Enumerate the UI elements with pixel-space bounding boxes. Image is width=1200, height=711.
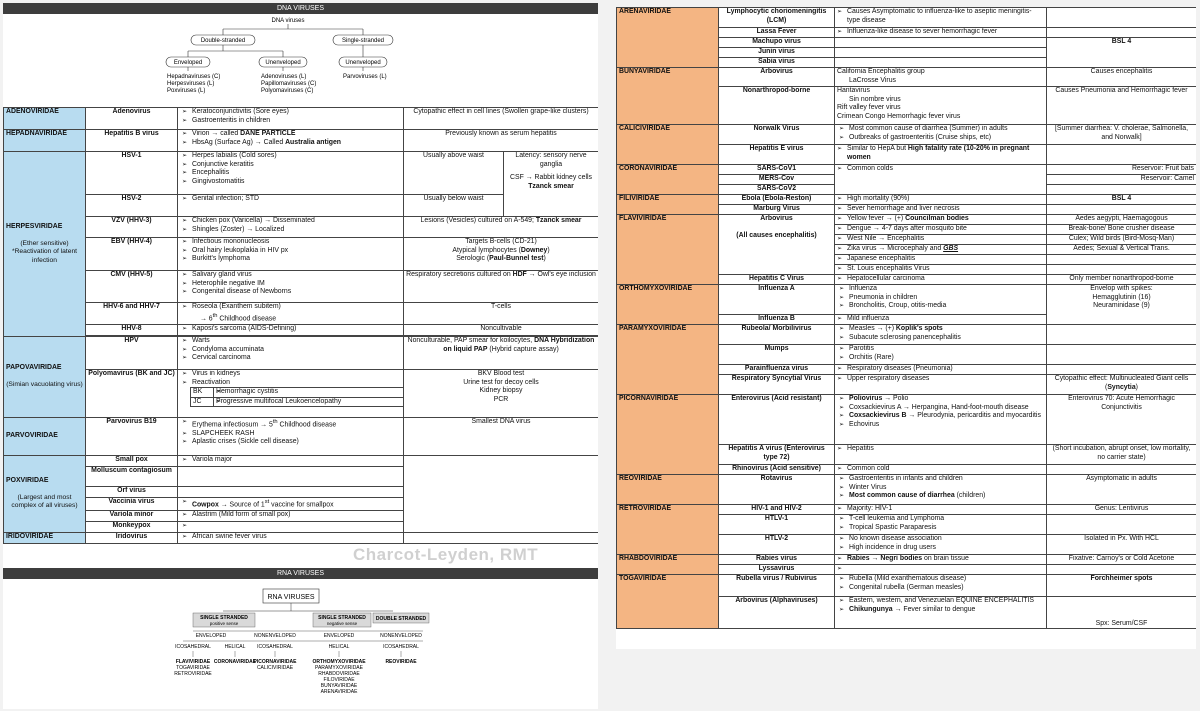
disease-cell: ➢ Variola major xyxy=(178,456,404,467)
note-cell: Lesions (Vesicles) cultured on A-549; Tzanck smear xyxy=(404,217,599,238)
rna-env2-label: ENVELOPED xyxy=(323,633,355,639)
family-cell: PICORNAVIRIDAE xyxy=(617,395,719,475)
dna-double-stranded-label: Double-stranded xyxy=(200,38,246,44)
virus-cell: Rubella virus / Rubivirus xyxy=(719,575,835,597)
family-cell: FLAVIVIRIDAE xyxy=(617,215,719,285)
virus-cell: Parainfluenza virus xyxy=(719,365,835,375)
note-cell: Cytopathic effect: Multinucleated Giant cells (Syncytia) xyxy=(1047,375,1197,395)
note-cell: Targets B-cells (CD-21) Atypical lymphocytes (Downey) Serologic (Paul-Bunnel test) xyxy=(404,238,599,271)
note-cell: Noncultivable xyxy=(404,325,599,336)
family-cell: PARAMYXOVIRIDAE xyxy=(617,325,719,395)
virus-cell: HIV-1 and HIV-2 xyxy=(719,505,835,515)
disease-cell: ➢ African swine fever virus xyxy=(178,532,404,543)
rna-virus-diagram xyxy=(163,583,453,709)
table-row xyxy=(4,337,599,370)
virus-cell: Sabia virus xyxy=(719,58,835,68)
dna-ss-item: Parvoviruses (L) xyxy=(343,74,387,80)
disease-cell: ➢ Parotitis ➢ Orchitis (Rare) xyxy=(835,345,1047,365)
note-cell: T-cells xyxy=(404,303,599,325)
virus-cell: CMV (HHV-5) xyxy=(86,271,178,303)
note-cell: BSL 4 xyxy=(1047,195,1197,205)
disease-cell xyxy=(178,521,404,532)
disease-cell: ➢ Causes Asymptomatic to influenza-like to aseptic meningitis-type disease xyxy=(835,8,1047,28)
disease-cell: ➢ Gastroenteritis in infants and children ➢ Winter Virus ➢ Most common cause of diarrhea (children) xyxy=(835,475,1047,505)
disease-cell: ➢ Roseola (Exanthem subitem) → 6th Childhood disease xyxy=(178,303,404,325)
disease-cell: ➢ Hepatocellular carcinoma xyxy=(835,275,1047,285)
note-cell: Fixative: Carnoy's or Cold Acetone xyxy=(1047,555,1197,565)
dna-root-label: DNA viruses xyxy=(271,18,305,24)
virus-cell: Nonarthropod-borne xyxy=(719,87,835,125)
disease-cell: ➢ Upper respiratory diseases xyxy=(835,375,1047,395)
disease-cell: ➢ Chicken pox (Varicella) → Disseminated ➢ Shingles (Zoster) → Localized xyxy=(178,217,404,238)
rna-family: FLAVIVIRIDAE xyxy=(175,659,211,665)
note-cell: (Short incubation, abrupt onset, low mortality, no carrier state) xyxy=(1047,445,1197,465)
virus-cell: Rubeola/ Morbilivirus xyxy=(719,325,835,345)
disease-cell: ➢ Common cold xyxy=(835,465,1047,475)
table-row xyxy=(4,271,599,303)
virus-cell: Machupo virus xyxy=(719,38,835,48)
virus-cell: Rhinovirus (Acid sensitive) xyxy=(719,465,835,475)
virus-cell: HTLV-2 xyxy=(719,535,835,555)
virus-cell: Respiratory Syncytial Virus xyxy=(719,375,835,395)
virus-cell: Arbovirus (All causes encephalitis) xyxy=(719,215,835,275)
disease-cell: ➢ Keratoconjunctivitis (Sore eyes) ➢ Gastroenteritis in children xyxy=(178,108,404,130)
virus-cell: HSV-2 xyxy=(86,195,178,217)
note-cell: Isolated in Px. With HCL xyxy=(1047,535,1197,555)
table-row xyxy=(4,325,599,336)
table-row xyxy=(4,456,599,467)
rna-ico1-label: ICOSAHEDRAL xyxy=(175,644,211,650)
note-cell: Causes encephalitis xyxy=(1047,68,1197,87)
rna-hel2-label: HELICAL xyxy=(328,644,350,650)
note-cell: [Summer diarrhea: V. cholerae, Salmonella, and Norwalk] xyxy=(1047,125,1197,145)
family-cell: HERPESVIRIDAE (Ether sensitive) *Reactivation of latent infection xyxy=(4,152,86,337)
dna-unenveloped-ss-label: Unenveloped xyxy=(345,60,381,66)
virus-cell: Hepatitis C Virus xyxy=(719,275,835,285)
family-cell: PARVOVIRIDAE xyxy=(4,418,86,456)
note-cell: Nonculturable, PAP smear for koilocytes, DNA Hybridization on liquid PAP (Hybrid capture assay) xyxy=(404,337,599,370)
note-cell: Aedes aegypti, Haemagogous xyxy=(1047,215,1197,225)
rna-family: CALICIVIRIDAE xyxy=(256,665,294,671)
note-cell: Break-bone/ Bone crusher disease xyxy=(1047,225,1197,235)
disease-cell: ➢ Poliovirus → Polio ➢ Coxsackievirus A → Herpangina, Hand-foot-mouth disease ➢ Coxsackievirus B → Pleurodynia, pericarditis and myocarditis ➢ Echovirus xyxy=(835,395,1047,445)
virus-cell: HHV-6 and HHV-7 xyxy=(86,303,178,325)
virus-cell: Rotavirus xyxy=(719,475,835,505)
rna-family: PARAMYXOVIRIDAE xyxy=(315,665,363,671)
note-cell: Genus: Lentivirus xyxy=(1047,505,1197,515)
dna-unenveloped-ds-label: Unenveloped xyxy=(265,60,301,66)
note-cell: Culex; Wild birds (Bird-Mosq-Man) xyxy=(1047,235,1197,245)
table-row xyxy=(4,108,599,130)
table-row xyxy=(4,370,599,418)
polyoma-subtable: BK ➢ Hemorrhagic cystitis JC ➢ Progressive multifocal Leukoencelopathy xyxy=(190,387,404,407)
dna-unenv-item: Adenoviruses (L) xyxy=(261,74,307,80)
rna-family: RHABDOVIRIDAE xyxy=(318,671,360,677)
dna-env-item: Poxviruses (L) xyxy=(167,88,206,94)
disease-cell: ➢ Influenza ➢ Pneumonia in children ➢ Broncholitis, Croup, otitis-media xyxy=(835,285,1047,315)
family-cell: TOGAVIRIDAE xyxy=(617,575,719,629)
watermark: Charcot-Leyden, RMT xyxy=(353,545,539,564)
disease-cell: ➢ Japanese encephalitis xyxy=(835,255,1047,265)
family-cell: CALICIVIRIDAE xyxy=(617,125,719,165)
rna-nonenv1-label: NONENVELOPED xyxy=(254,633,296,639)
family-cell: RHABDOVIRIDAE xyxy=(617,555,719,575)
virus-cell: Ebola (Ebola-Reston) xyxy=(719,195,835,205)
virus-cell: Variola minor xyxy=(86,510,178,521)
note-cell: BKV Blood test Urine test for decoy cells Kidney biopsy PCR xyxy=(404,370,599,418)
dna-single-stranded-label: Single-stranded xyxy=(341,38,385,44)
disease-cell: ➢ Genital infection; STD xyxy=(178,195,404,217)
virus-cell: SARS-CoV1 xyxy=(719,165,835,175)
virus-cell: Marburg Virus xyxy=(719,205,835,215)
note-cell: Latency: sensory nerve ganglia CSF → Rabbit kidney cells Tzanck smear xyxy=(504,152,599,217)
virus-cell: Orf virus xyxy=(86,487,178,498)
disease-cell: ➢ Salivary gland virus ➢ Heterophile negative IM ➢ Congenital disease of Newborns xyxy=(178,271,404,303)
disease-cell xyxy=(178,467,404,487)
rna-family: FILOVIRIDAE xyxy=(323,677,355,683)
family-cell: PAPOVAVIRIDAE (Simian vacuolating virus) xyxy=(4,337,86,418)
note-cell: Reservoir: Camel xyxy=(1047,175,1197,185)
family-cell: POXVIRIDAE (Largest and most complex of all viruses) xyxy=(4,456,86,533)
virus-cell: Enterovirus (Acid resistant) xyxy=(719,395,835,445)
virus-cell: Norwalk Virus xyxy=(719,125,835,145)
rna-pos-label: SINGLE STRANDED xyxy=(200,615,248,621)
disease-cell: ➢ Dengue → 4-7 days after mosquito bite xyxy=(835,225,1047,235)
virus-cell: Junin virus xyxy=(719,48,835,58)
note-cell: Forchheimer spots xyxy=(1047,575,1197,597)
rna-family: ARENAVIRIDAE xyxy=(320,689,358,695)
rna-family: RETROVIRIDAE xyxy=(174,671,212,677)
table-row xyxy=(4,532,599,543)
rna-ico2-label: ICOSAHEDRAL xyxy=(257,644,293,650)
rna-family: BUNYAVIRIDAE xyxy=(320,683,358,689)
disease-cell: ➢ Measles → (+) Koplik's spots ➢ Subacute sclerosing panencephalitis xyxy=(835,325,1047,345)
family-cell: CORONAVIRIDAE xyxy=(617,165,719,195)
family-cell: ADENOVIRIDAE xyxy=(4,108,86,130)
note-cell: Smallest DNA virus xyxy=(404,418,599,456)
table-row xyxy=(4,418,599,456)
dna-unenv-item: Polyomaviruses (C) xyxy=(261,88,314,94)
dna-env-item: Hepadnaviruses (C) xyxy=(167,74,221,80)
disease-cell: ➢ No known disease association ➢ High incidence in drug users xyxy=(835,535,1047,555)
note-cell xyxy=(404,456,599,533)
virus-cell: Rabies virus xyxy=(719,555,835,565)
note-cell: Enterovirus 70: Acute Hemorrhagic Conjunctivitis xyxy=(1047,395,1197,445)
dna-viruses-band: DNA VIRUSES xyxy=(3,3,598,14)
disease-cell: ➢ St. Louis encephalitis Virus xyxy=(835,265,1047,275)
virus-cell: Polyomavirus (BK and JC) xyxy=(86,370,178,418)
disease-cell: ➢ Influenza-like disease to sever hemorrhagic fever xyxy=(835,28,1047,38)
virus-cell: Arbovirus xyxy=(719,68,835,87)
note-cell xyxy=(404,532,599,543)
rna-family: TOGAVIRIDAE xyxy=(176,665,210,671)
virus-cell: HTLV-1 xyxy=(719,515,835,535)
disease-cell: ➢ Cowpox → Source of 1st vaccine for smallpox xyxy=(178,498,404,511)
family-cell: ARENAVIRIDAE xyxy=(617,8,719,68)
disease-cell: ➢ Erythema infectiosum → 5th Childhood disease ➢ SLAPCHEEK RASH ➢ Aplastic crises (Sickle cell disease) xyxy=(178,418,404,456)
disease-cell: ➢ Infectious mononucleosis ➢ Oral hairy leukoplakia in HIV px ➢ Burkitt's lymphoma xyxy=(178,238,404,271)
disease-cell: ➢ Yellow fever → (+) Councilman bodies xyxy=(835,215,1047,225)
disease-cell: ➢ Respiratory diseases (Pneumonia) xyxy=(835,365,1047,375)
disease-cell: ➢ Rubella (Mild exanthematous disease) ➢ Congenital rubella (German measles) xyxy=(835,575,1047,597)
disease-cell: ➢ Alastrim (Mild form of small pox) xyxy=(178,510,404,521)
note-cell: Reservoir: Fruit bats xyxy=(1047,165,1197,175)
note-cell: Respiratory secretions cultured on HDF → Owl's eye inclusion xyxy=(404,271,599,303)
family-cell: REOVIRIDAE xyxy=(617,475,719,505)
disease-cell: ➢ Rabies → Negri bodies on brain tissue xyxy=(835,555,1047,565)
rna-ds-label: DOUBLE STRANDED xyxy=(375,616,427,622)
disease-cell: ➢ Virion → called DANE PARTICLE ➢ HbsAg (Surface Ag) → Called Australia antigen xyxy=(178,130,404,152)
virus-cell: Parvovirus B19 xyxy=(86,418,178,456)
disease-cell: ➢ Kaposi's sarcoma (AIDS-Defining) xyxy=(178,325,404,336)
rna-viruses-band: RNA VIRUSES xyxy=(3,568,598,579)
rna-root-label: RNA VIRUSES xyxy=(267,594,315,601)
virus-cell: Lyssavirus xyxy=(719,565,835,575)
rna-pos-sense: positive sense xyxy=(209,621,239,626)
virus-cell: Small pox xyxy=(86,456,178,467)
virus-cell: HHV-8 xyxy=(86,325,178,336)
disease-cell: California Encephalitis group LaCrosse Virus xyxy=(835,68,1047,87)
virus-cell: Monkeypox xyxy=(86,521,178,532)
dna-unenv-item: Papillomaviruses (C) xyxy=(261,81,317,87)
disease-cell: ➢ Zika virus → Microcephaly and GBS xyxy=(835,245,1047,255)
dna-env-item: Herpesviruses (L) xyxy=(167,81,215,87)
rna-env1-label: ENVELOPED xyxy=(195,633,227,639)
dna-virus-diagram xyxy=(163,15,413,109)
rna-family: REOVIRIDAE xyxy=(385,659,417,665)
disease-cell: ➢ Eastern, western, and Venezuelan EQUINE ENCEPHALITIS ➢ Chikungunya → Fever similar to dengue xyxy=(835,597,1047,629)
virus-cell: MERS-Cov xyxy=(719,175,835,185)
family-cell: ORTHOMYXOVIRIDAE xyxy=(617,285,719,325)
virus-cell: HSV-1 xyxy=(86,152,178,195)
virus-cell: SARS-CoV2 xyxy=(719,185,835,195)
rna-ico3-label: ICOSAHEDRAL xyxy=(383,644,419,650)
note-cell: Envelop with spikes: Hemagglutinin (16) Neuraminidase (9) xyxy=(1047,285,1197,325)
note-cell: Causes Pneumonia and Hemorrhagic fever xyxy=(1047,87,1197,125)
rna-virus-table xyxy=(616,7,1196,629)
disease-cell: ➢ Most common cause of diarrhea (Summer) in adults ➢ Outbreaks of gastroenteritis (Cruise ships, etc) xyxy=(835,125,1047,145)
rna-family: ORTHOMYXOVIRIDAE xyxy=(312,659,366,665)
virus-cell: Adenovirus xyxy=(86,108,178,130)
disease-cell: ➢ Herpes labialis (Cold sores) ➢ Conjunctive keratitis ➢ Encephalitis ➢ Gingivostomatitis xyxy=(178,152,404,195)
note-cell: BSL 4 xyxy=(1047,38,1197,68)
table-row xyxy=(4,303,599,325)
note-cell: Only member nonarthropod-borne xyxy=(1047,275,1197,285)
disease-cell xyxy=(178,487,404,498)
table-row xyxy=(4,238,599,271)
virus-cell: VZV (HHV-3) xyxy=(86,217,178,238)
virus-cell: Vaccinia virus xyxy=(86,498,178,511)
virus-cell: Arbovirus (Alphaviruses) xyxy=(719,597,835,629)
family-cell: BUNYAVIRIDAE xyxy=(617,68,719,125)
table-row xyxy=(4,217,599,238)
table-row xyxy=(4,152,599,195)
rna-hel1-label: HELICAL xyxy=(224,644,246,650)
virus-cell: EBV (HHV-4) xyxy=(86,238,178,271)
virus-cell: HPV xyxy=(86,337,178,370)
note-cell: Usually above waist xyxy=(404,152,504,195)
rna-family: PICORNAVIRIDAE xyxy=(253,659,297,665)
family-cell: IRIDOVIRIDAE xyxy=(4,532,86,543)
rna-nonenv2-label: NONENVELOPED xyxy=(380,633,422,639)
note-cell: Previously known as serum hepatitis xyxy=(404,130,599,152)
virus-cell: Lassa Fever xyxy=(719,28,835,38)
note-cell: Spx: Serum/CSF xyxy=(1047,597,1197,629)
virus-cell: Mumps xyxy=(719,345,835,365)
virus-cell: Molluscum contagiosum xyxy=(86,467,178,487)
disease-cell: ➢ Common colds xyxy=(835,165,1047,195)
dna-virus-table xyxy=(3,107,598,544)
disease-cell: ➢ T-cell leukemia and Lymphoma ➢ Tropical Spastic Paraparesis xyxy=(835,515,1047,535)
note-cell: Cytopathic effect in cell lines (Swollen grape-like clusters) xyxy=(404,108,599,130)
disease-cell: ➢ West Nile → Encephalitis xyxy=(835,235,1047,245)
virus-cell: Influenza A xyxy=(719,285,835,315)
family-cell: FILIVIRIDAE xyxy=(617,195,719,215)
virus-cell: Hepatitis A virus (Enterovirus type 72) xyxy=(719,445,835,465)
dna-rna-left-page xyxy=(3,3,598,709)
rna-family: CORONAVIRIDAE xyxy=(213,659,257,665)
disease-cell: ➢ High mortality (90%) xyxy=(835,195,1047,205)
disease-cell: Hantavirus Sin nombre virus Rift valley fever virus Crimean Congo Hemorrhagic fever virus xyxy=(835,87,1047,125)
rna-right-page xyxy=(616,7,1196,649)
virus-cell: Iridovirus xyxy=(86,532,178,543)
dna-enveloped-label: Enveloped xyxy=(173,60,203,66)
virus-cell: Hepatitis E virus xyxy=(719,145,835,165)
virus-cell: Hepatitis B virus xyxy=(86,130,178,152)
virus-cell: Influenza B xyxy=(719,315,835,325)
disease-cell: ➢ Similar to HepA but High fatality rate (10-20% in pregnant women xyxy=(835,145,1047,165)
disease-cell: ➢ Sever hemorrhage and liver necrosis xyxy=(835,205,1047,215)
family-cell: HEPADNAVIRIDAE xyxy=(4,130,86,152)
virus-cell: Lymphocytic choriomeningitis (LCM) xyxy=(719,8,835,28)
note-cell: Asymptomatic in adults xyxy=(1047,475,1197,505)
rna-neg-label: SINGLE STRANDED xyxy=(318,615,366,621)
disease-cell: ➢ Hepatitis xyxy=(835,445,1047,465)
disease-cell: ➢ Majority: HIV-1 xyxy=(835,505,1047,515)
table-row xyxy=(4,130,599,152)
disease-cell: ➢ Mild influenza xyxy=(835,315,1047,325)
note-cell: Aedes; Sexual & Vertical Trans. xyxy=(1047,245,1197,255)
disease-cell: ➢ Warts ➢ Condyloma accuminata ➢ Cervical carcinoma xyxy=(178,337,404,370)
disease-cell xyxy=(835,565,1047,575)
note-cell: Usually below waist xyxy=(404,195,504,217)
rna-neg-sense: negative sense xyxy=(326,621,358,626)
disease-cell: ➢ Virus in kidneys ➢ Reactivation BK ➢ Hemorrhagic cystitis JC ➢ Progressive multifocal Leukoencelopathy xyxy=(178,370,404,418)
family-cell: RETROVIRIDAE xyxy=(617,505,719,555)
